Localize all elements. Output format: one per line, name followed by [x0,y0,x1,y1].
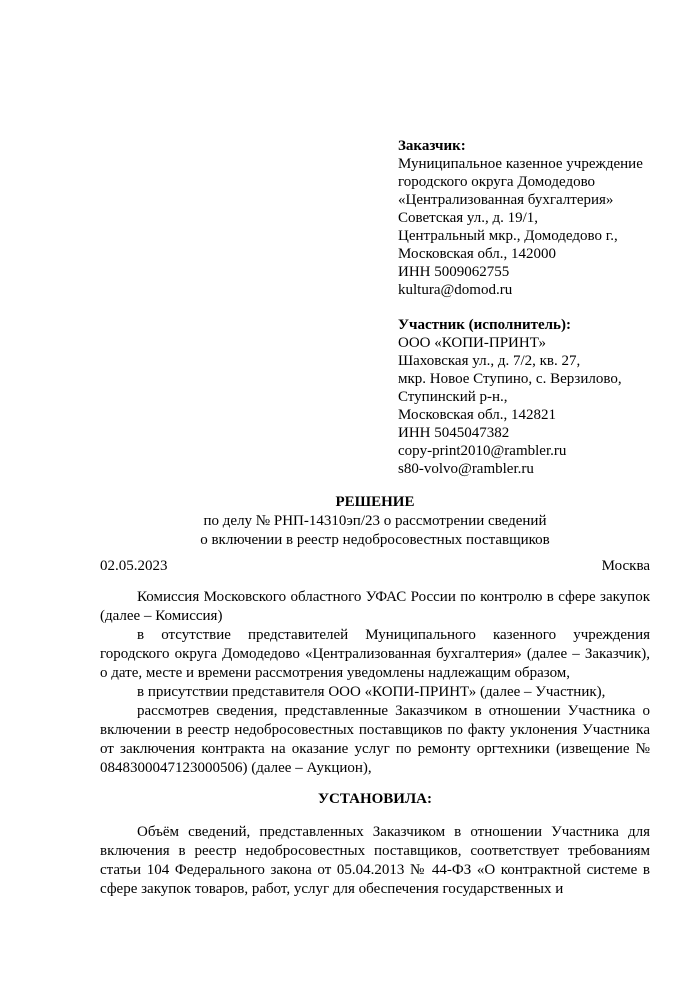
participant-inn-line: ИНН 5045047382 [398,425,510,441]
customer-region-line: Московская обл., 142000 [398,246,557,262]
preamble-paragraph-customer-absent: в отсутствие представителей Муниципального казенного учреждения городского округа Домодедово «Централизованная бухгалтерия» (далее – Заказчик), о дате, месте и времени рассмотрения уведомлены надлежащим образом, [100,627,650,681]
resolution-heading: УСТАНОВИЛА: [318,791,432,807]
customer-org-line-3: «Централизованная бухгалтерия» [398,192,614,208]
participant-street-line: Шаховская ул., д. 7/2, кв. 27, [398,353,581,369]
decision-subtitle-line-1: по делу № РНП-14310эп/23 о рассмотрении сведений [203,513,547,529]
preamble-paragraph-commission: Комиссия Московского областного УФАС России по контролю в сфере закупок (далее – Комиссия) [100,589,650,624]
customer-district-line: Центральный мкр., Домодедово г., [398,228,618,244]
customer-street-line: Советская ул., д. 19/1, [398,210,539,226]
customer-org-line-1: Муниципальное казенное учреждение [398,156,643,172]
findings-paragraph-scope: Объём сведений, представленных Заказчиком в отношении Участника для включения в реестр недобросовестных поставщиков, соответствует требованиям статьи 104 Федерального закона от 05.04.2013 № 44-ФЗ «О контрактной системе в сфере закупок товаров, работ, услуг для обеспечения государственных и [100,824,650,897]
customer-label: Заказчик: [398,138,466,154]
participant-address-block [398,316,650,478]
dateline [100,557,650,576]
customer-org-line-2: городского округа Домодедово [398,174,596,190]
findings-section [100,823,650,899]
decision-subtitle-line-2: о включении в реестр недобросовестных поставщиков [200,532,550,548]
preamble-paragraph-participant-present: в присутствии представителя ООО «КОПИ-ПРИНТ» (далее – Участник), [137,684,606,700]
participant-email-1: copy-print2010@rambler.ru [398,443,567,459]
customer-email: kultura@domod.ru [398,282,513,298]
participant-label: Участник (исполнитель): [398,317,571,333]
participant-region-line: Московская обл., 142821 [398,407,557,423]
participant-email-2: s80-volvo@rambler.ru [398,461,534,477]
preamble-section [100,588,650,778]
decision-date: 02.05.2023 [100,558,168,574]
participant-district-line: Ступинский р-н., [398,389,508,405]
decision-city: Москва [601,558,650,574]
customer-inn-line: ИНН 5009062755 [398,264,510,280]
decision-title-block [100,493,650,550]
participant-org-line: ООО «КОПИ-ПРИНТ» [398,335,546,351]
participant-settlement-line: мкр. Новое Ступино, с. Верзилово, [398,371,622,387]
customer-address-block [398,137,650,299]
decision-heading: РЕШЕНИЕ [335,494,415,510]
preamble-paragraph-case-subject: рассмотрев сведения, представленные Заказчиком в отношении Участника о включении в реестр недобросовестных поставщиков по факту уклонения Участника от заключения контракта на оказание услуг по ремонту оргтехники (извещение № 0848300047123000506) (далее – Аукцион), [100,703,650,776]
